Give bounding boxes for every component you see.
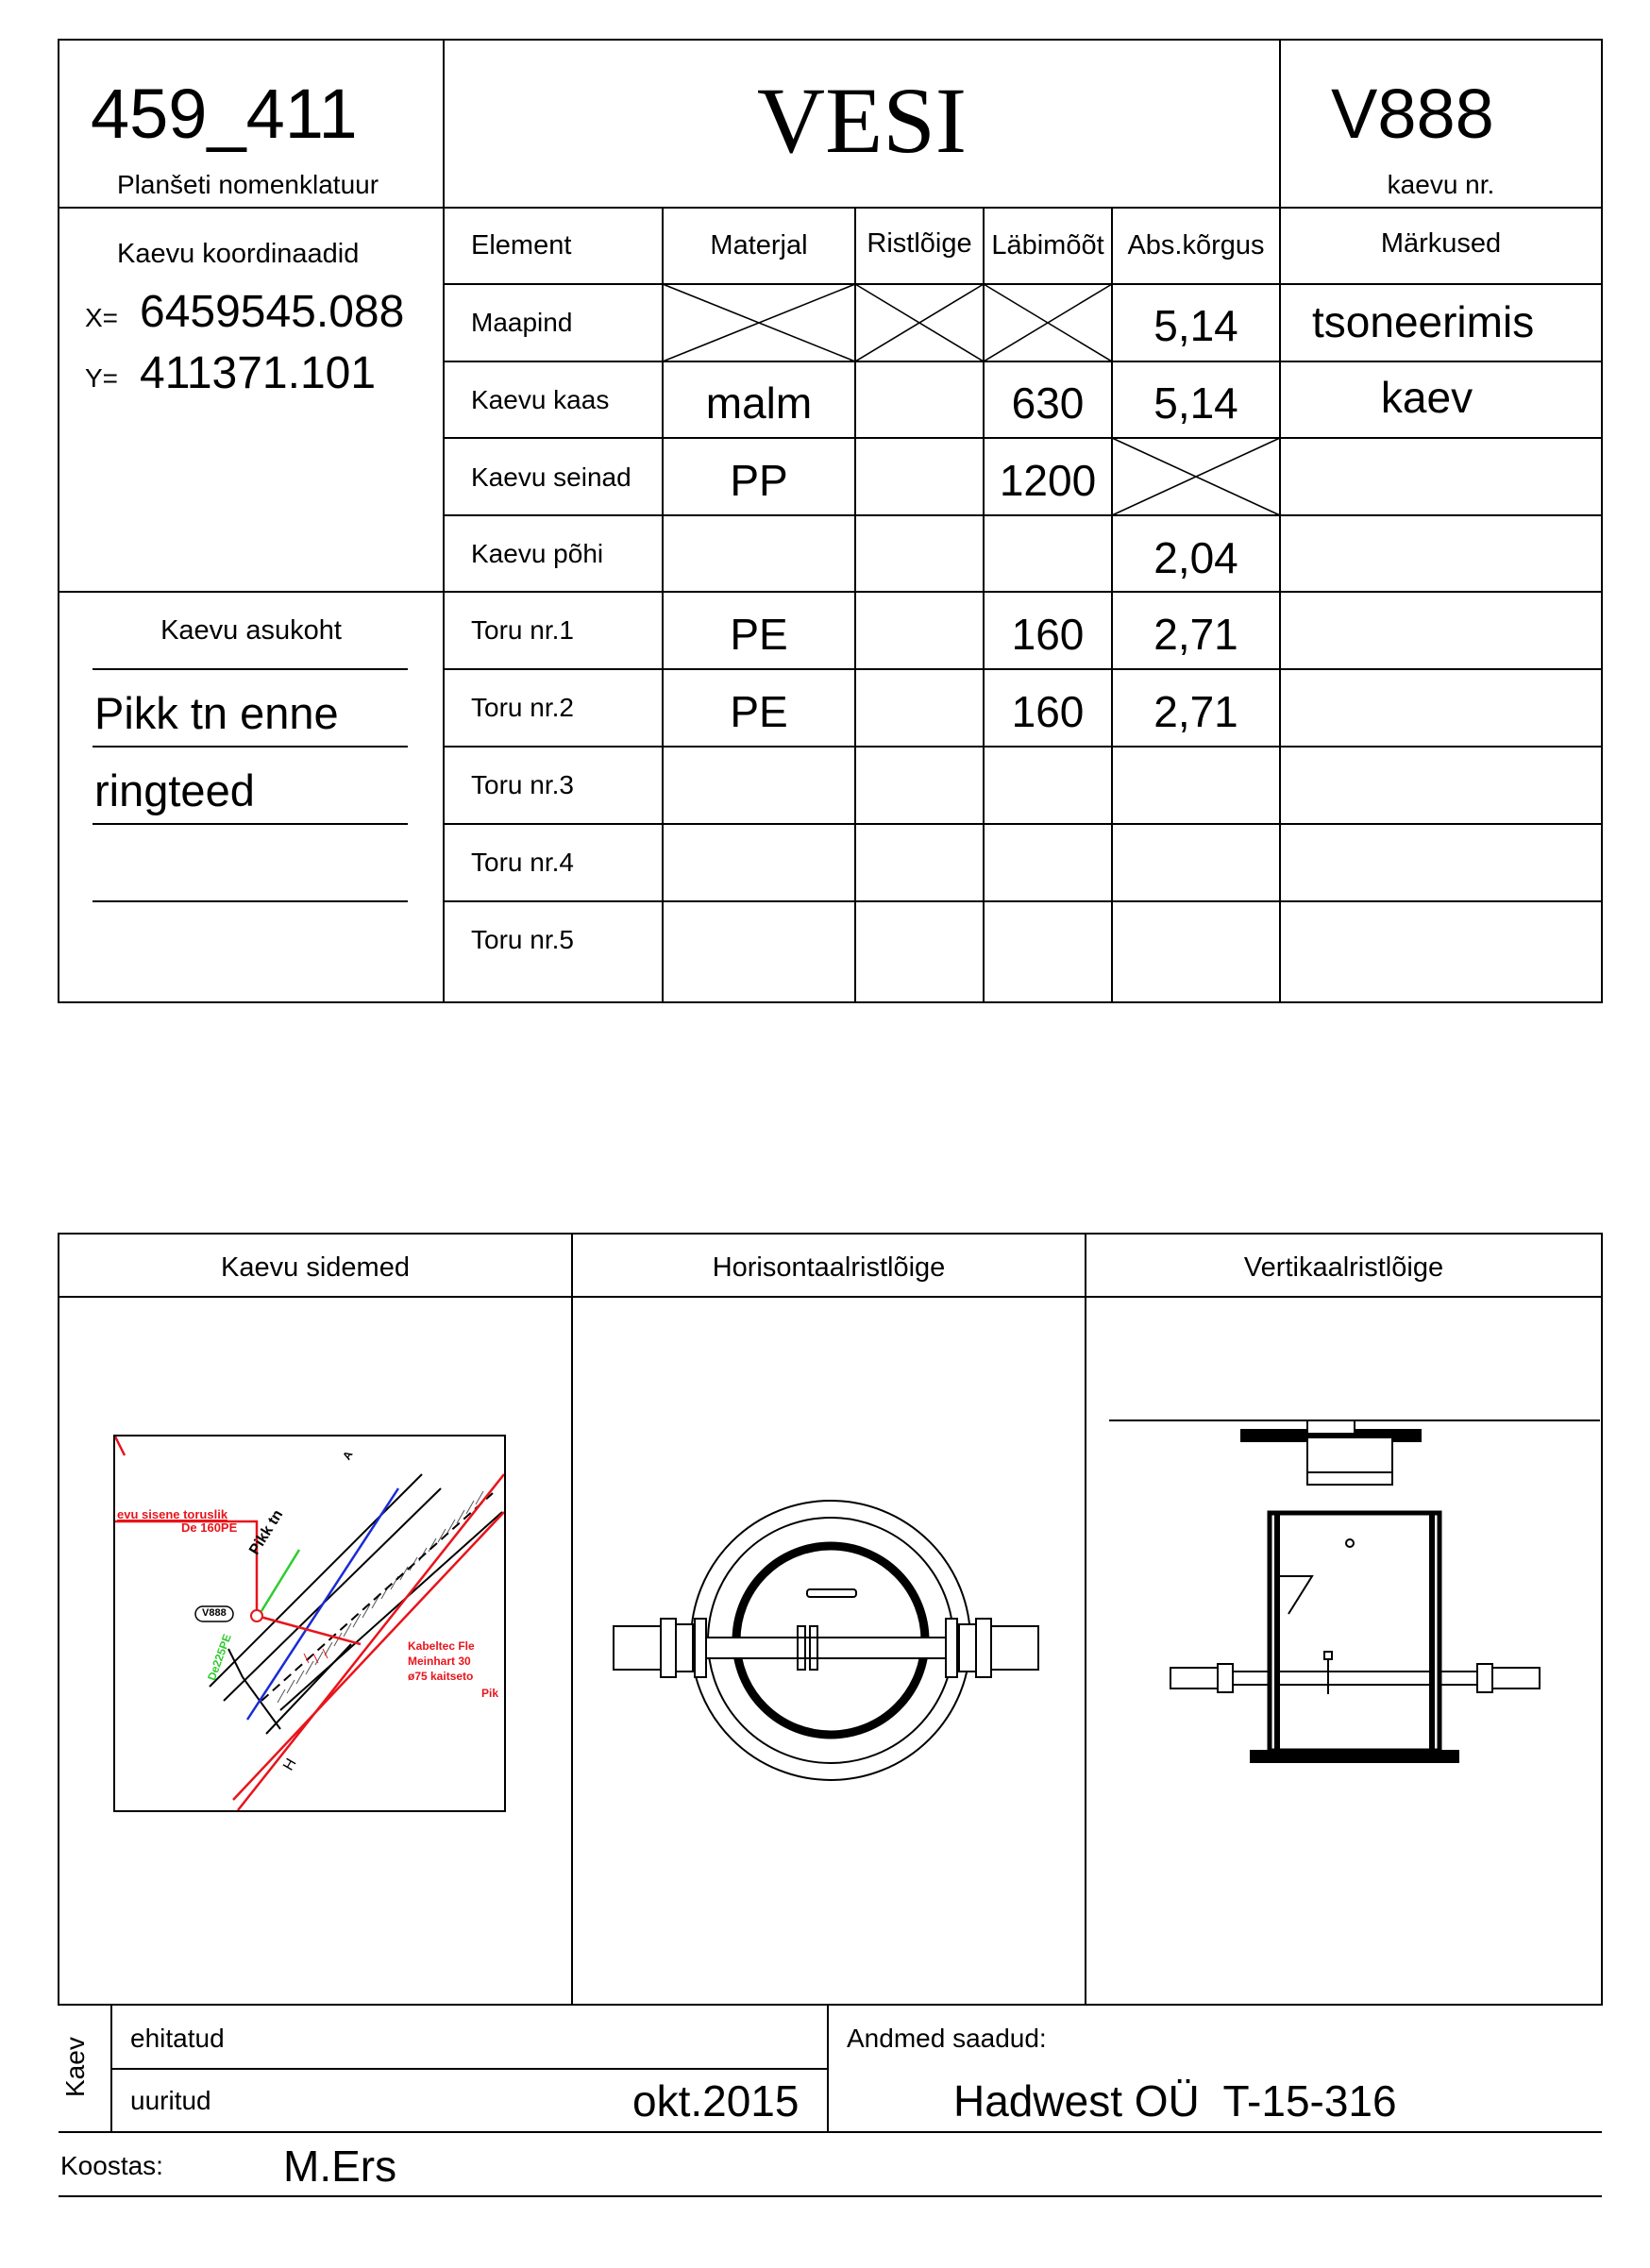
- row-labimoot: 160: [1011, 610, 1085, 659]
- map-green-label: De225PE: [205, 1632, 234, 1683]
- row-materjal: PE: [730, 687, 788, 736]
- header-labimoot: Läbimõõt: [991, 230, 1104, 260]
- row-element: Toru nr.1: [471, 615, 574, 645]
- map-pipe-label-2: De 160PE: [181, 1520, 238, 1535]
- header-element: Element: [471, 230, 572, 260]
- row-element: Toru nr.4: [471, 848, 574, 877]
- well-label: kaevu nr.: [1387, 170, 1495, 199]
- map-cable-4: Pik: [481, 1687, 499, 1700]
- y-value: 411371.101: [140, 348, 377, 398]
- map-cable-2: Meinhart 30: [408, 1655, 471, 1668]
- row-element: Toru nr.5: [471, 925, 574, 954]
- data-source: Hadwest OÜ T-15-316: [953, 2076, 1397, 2125]
- row-element: Toru nr.2: [471, 693, 574, 722]
- built-label: ehitatud: [130, 2024, 225, 2053]
- header-markused: Märkused: [1380, 228, 1502, 259]
- author-label: Koostas:: [60, 2151, 163, 2180]
- row-element: Maapind: [471, 308, 573, 337]
- location-line-2: ringteed: [94, 765, 255, 815]
- row-materjal: PE: [730, 610, 788, 659]
- location-title: Kaevu asukoht: [160, 615, 342, 646]
- row-materjal: PP: [730, 456, 788, 505]
- footer-vertical-label: Kaev: [60, 2037, 90, 2097]
- row-element: Kaevu seinad: [471, 462, 631, 492]
- location-line-1: Pikk tn enne: [94, 688, 339, 738]
- horizontal-section-drawing: [604, 1487, 1057, 1798]
- row-element: Toru nr.3: [471, 770, 574, 799]
- location-map: [113, 1435, 506, 1812]
- vertical-section-drawing: [1109, 1411, 1600, 1779]
- header-ristloige: Ristlõige: [867, 228, 972, 259]
- panel-title-horizontal: Horisontaalristlõige: [712, 1252, 946, 1283]
- author-name: M.Ers: [283, 2142, 397, 2191]
- map-well-tag: V888: [202, 1607, 227, 1619]
- data-source-label: Andmed saadud:: [847, 2024, 1047, 2053]
- sheet-number: 459_411: [91, 75, 358, 153]
- coordinates-title: Kaevu koordinaadid: [117, 239, 360, 269]
- map-letter-h: H: [280, 1756, 300, 1774]
- row-markused: kaev: [1380, 373, 1473, 422]
- x-label: X=: [85, 303, 119, 332]
- row-abs: 2,71: [1153, 687, 1238, 736]
- row-labimoot: 630: [1011, 378, 1085, 428]
- y-label: Y=: [85, 363, 119, 393]
- row-abs: 5,14: [1153, 301, 1238, 350]
- row-abs: 5,14: [1153, 378, 1238, 428]
- header-materjal: Materjal: [710, 230, 808, 260]
- row-element: Kaevu põhi: [471, 539, 604, 568]
- panel-title-links: Kaevu sidemed: [221, 1252, 410, 1283]
- x-value: 6459545.088: [140, 287, 405, 337]
- sheet-label: Planšeti nomenklatuur: [117, 170, 379, 199]
- map-letter-a: A: [340, 1448, 356, 1463]
- map-road-label: Pikk tn: [246, 1506, 287, 1558]
- row-element: Kaevu kaas: [471, 385, 610, 414]
- surveyed-label: uuritud: [130, 2086, 211, 2115]
- row-labimoot: 160: [1011, 687, 1085, 736]
- map-cable-1: Kabeltec Fle: [408, 1639, 475, 1653]
- row-abs: 2,04: [1153, 533, 1238, 582]
- header-abs-korgus: Abs.kõrgus: [1127, 230, 1265, 260]
- row-markused: tsoneerimis: [1312, 297, 1535, 346]
- map-drawing: [115, 1436, 504, 1810]
- row-abs: 2,71: [1153, 610, 1238, 659]
- surveyed-date: okt.2015: [632, 2076, 800, 2125]
- utility-title: VESI: [756, 68, 968, 173]
- map-pipe-label-1: evu sisene toruslik: [117, 1507, 228, 1521]
- row-labimoot: 1200: [999, 456, 1097, 505]
- panel-title-vertical: Vertikaalristlõige: [1243, 1252, 1444, 1283]
- row-materjal: malm: [705, 378, 813, 428]
- map-cable-3: ø75 kaitseto: [408, 1670, 474, 1683]
- well-number: V888: [1331, 75, 1494, 153]
